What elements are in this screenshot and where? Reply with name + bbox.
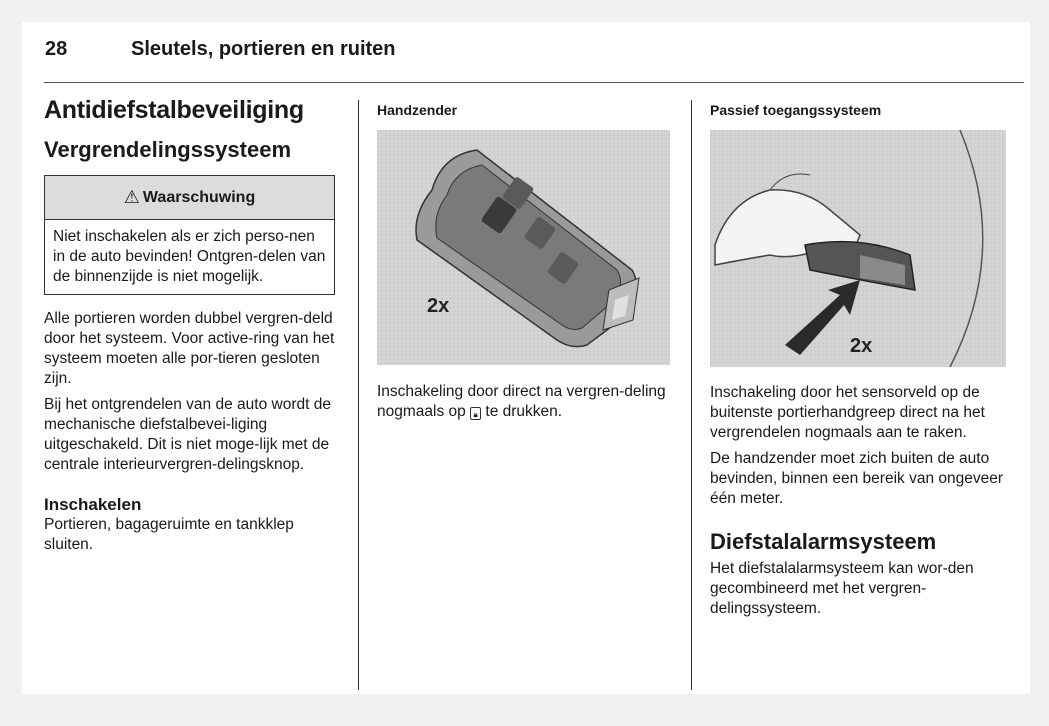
warning-header	[45, 176, 334, 220]
warning-text: Niet inschakelen als er zich perso-nen in de auto bevinden! Ontgren-delen van de binnenzijde is niet mogelijk.	[53, 228, 326, 285]
handzender-text-before: Inschakeling door direct na vergren-deling nogmaals op	[377, 383, 666, 420]
warning-body	[45, 220, 334, 294]
paragraph-unlock: Bij het ontgrendelen van de auto wordt de mechanische diefstalbevei-liging uitgeschakeld. Dit is niet moge-lijk met de centrale interieurvergren-delingsknop.	[44, 396, 331, 473]
subsection-title: Vergrendelingssysteem	[44, 137, 292, 162]
column-divider-2	[691, 100, 692, 690]
chapter-title: Sleutels, portieren en ruiten	[131, 38, 396, 60]
handzender-caption: Handzender	[377, 102, 458, 118]
paragraph-system: Alle portieren worden dubbel vergren-deld door het systeem. Voor active-ring van het systeem moeten alle por-tieren gesloten zijn.	[44, 310, 335, 387]
passive-entry-caption: Passief toegangssysteem	[710, 102, 882, 118]
handzender-text	[377, 382, 669, 422]
passive-entry-figure	[710, 130, 1006, 367]
warning-triangle-icon: ⚠	[123, 187, 140, 207]
column-right-text	[710, 383, 1010, 619]
column-middle	[377, 102, 669, 118]
column-middle-text	[377, 382, 669, 422]
alarm-system-text: Het diefstalalarmsysteem kan wor-den gecombineerd met het vergren-delingssysteem.	[710, 560, 974, 617]
column-divider-1	[358, 100, 359, 690]
page-number: 28	[45, 38, 68, 60]
press-count-label: 2x	[427, 295, 450, 317]
lock-icon: 🔒︎	[470, 407, 481, 420]
inschakelen-heading: Inschakelen	[44, 495, 142, 514]
remote-key-figure	[377, 130, 670, 365]
door-handle-illustration	[710, 130, 1006, 367]
warning-box	[44, 175, 335, 295]
column-right	[710, 102, 1010, 118]
handzender-text-after: te drukken.	[485, 403, 563, 420]
column-left	[44, 96, 336, 555]
header-divider	[44, 82, 1024, 83]
passive-entry-text: Inschakeling door het sensorveld op de buitenste portierhandgreep direct na het vergrendelen nogmaals aan te raken.	[710, 384, 985, 441]
touch-count-label: 2x	[850, 335, 873, 357]
inschakelen-text: Portieren, bagageruimte en tankklep sluiten.	[44, 516, 294, 553]
range-text: De handzender moet zich buiten de auto bevinden, binnen een bereik van ongeveer één meter.	[710, 450, 1004, 507]
remote-key-illustration	[377, 130, 670, 365]
alarm-system-title: Diefstalalarmsysteem	[710, 529, 937, 554]
section-title: Antidiefstalbeveiliging	[44, 96, 304, 124]
manual-page	[22, 22, 1030, 694]
warning-title: Waarschuwing	[142, 188, 256, 206]
